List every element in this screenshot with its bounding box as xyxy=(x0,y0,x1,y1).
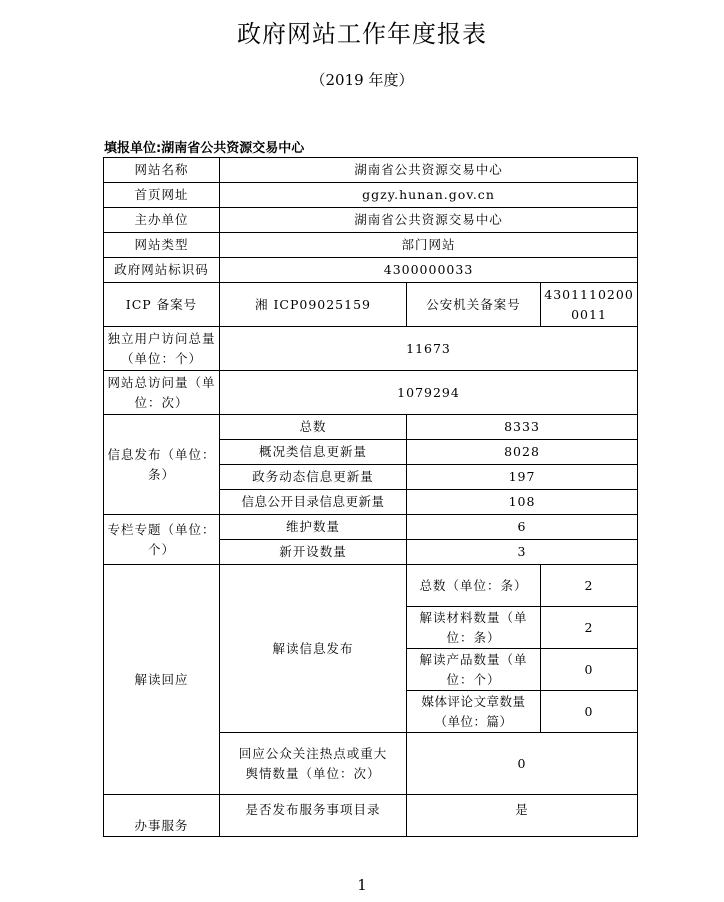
site-name-value: 湖南省公共资源交易中心 xyxy=(220,158,638,183)
page-number: 1 xyxy=(357,876,367,894)
sponsor-label: 主办单位 xyxy=(104,208,220,233)
report-table xyxy=(103,157,638,837)
hotspot-label: 回应公众关注热点或重大舆情数量（单位：次） xyxy=(220,733,407,795)
table-row xyxy=(104,208,638,233)
site-id-value: 4300000033 xyxy=(220,258,638,283)
icp-label: ICP 备案号 xyxy=(104,283,220,327)
table-row xyxy=(104,327,638,371)
table-row xyxy=(104,795,638,837)
info-news-value: 197 xyxy=(407,465,638,490)
interpret-total-value: 2 xyxy=(541,565,638,607)
total-visits-label: 网站总访问量（单位：次） xyxy=(104,371,220,415)
table-row xyxy=(104,158,638,183)
info-overview-label: 概况类信息更新量 xyxy=(220,440,407,465)
icp-value: 湘 ICP09025159 xyxy=(220,283,407,327)
table-row xyxy=(104,283,638,327)
interpret-sub-label: 解读信息发布 xyxy=(220,565,407,733)
info-catalog-value: 108 xyxy=(407,490,638,515)
site-name-label: 网站名称 xyxy=(104,158,220,183)
site-type-value: 部门网站 xyxy=(220,233,638,258)
hotspot-value: 0 xyxy=(407,733,638,795)
interpret-label: 解读回应 xyxy=(104,565,220,795)
columns-maintained-label: 维护数量 xyxy=(220,515,407,540)
info-overview-value: 8028 xyxy=(407,440,638,465)
site-id-label: 政府网站标识码 xyxy=(104,258,220,283)
info-publish-label: 信息发布（单位：条） xyxy=(104,415,220,515)
filler-unit: 填报单位:湖南省公共资源交易中心 xyxy=(104,141,305,156)
report-year: （2019 年度） xyxy=(310,71,414,89)
homepage-value: ggzy.hunan.gov.cn xyxy=(220,183,638,208)
table-row xyxy=(104,258,638,283)
report-title: 政府网站工作年度报表 xyxy=(237,20,487,48)
info-news-label: 政务动态信息更新量 xyxy=(220,465,407,490)
columns-new-label: 新开设数量 xyxy=(220,540,407,565)
info-catalog-label: 信息公开目录信息更新量 xyxy=(220,490,407,515)
columns-new-value: 3 xyxy=(407,540,638,565)
info-total-label: 总数 xyxy=(220,415,407,440)
interpret-material-value: 2 xyxy=(541,607,638,649)
interpret-material-label: 解读材料数量（单位：条） xyxy=(407,607,541,649)
sponsor-value: 湖南省公共资源交易中心 xyxy=(220,208,638,233)
columns-label: 专栏专题（单位：个） xyxy=(104,515,220,565)
table-row xyxy=(104,183,638,208)
columns-maintained-value: 6 xyxy=(407,515,638,540)
service-item-value: 是 xyxy=(407,795,638,837)
table-row xyxy=(104,233,638,258)
table-row xyxy=(104,415,638,440)
site-type-label: 网站类型 xyxy=(104,233,220,258)
interpret-total-label: 总数（单位：条） xyxy=(407,565,541,607)
table-row xyxy=(104,371,638,415)
police-record-value: 43011102000011 xyxy=(541,283,638,327)
interpret-product-value: 0 xyxy=(541,649,638,691)
total-visits-value: 1079294 xyxy=(220,371,638,415)
interpret-media-value: 0 xyxy=(541,691,638,733)
interpret-media-label: 媒体评论文章数量（单位：篇） xyxy=(407,691,541,733)
unique-visitors-value: 11673 xyxy=(220,327,638,371)
unique-visitors-label: 独立用户访问总量（单位：个） xyxy=(104,327,220,371)
service-label: 办事服务 xyxy=(104,795,220,837)
info-total-value: 8333 xyxy=(407,415,638,440)
service-item-label: 是否发布服务事项目录 xyxy=(220,795,407,837)
police-record-label: 公安机关备案号 xyxy=(407,283,541,327)
interpret-product-label: 解读产品数量（单位：个） xyxy=(407,649,541,691)
table-row xyxy=(104,515,638,540)
table-row xyxy=(104,565,638,607)
homepage-label: 首页网址 xyxy=(104,183,220,208)
